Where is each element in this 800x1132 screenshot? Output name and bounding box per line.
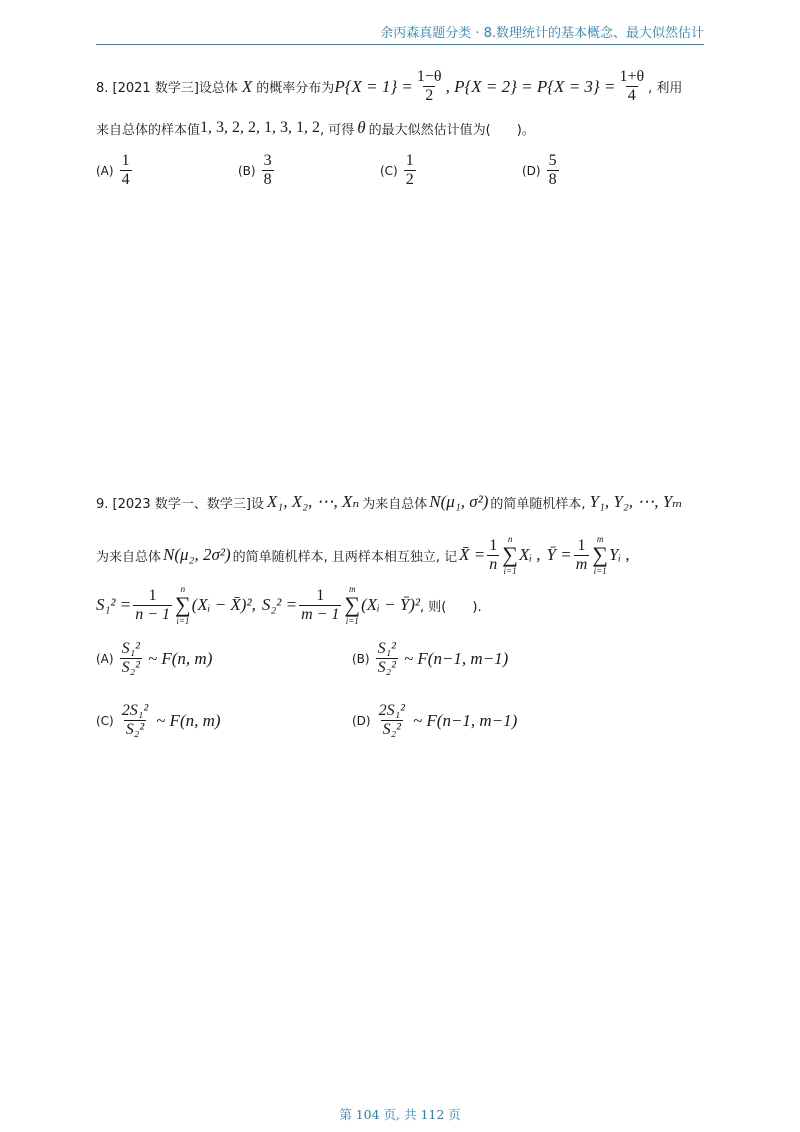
q8-var-x: X [241, 76, 253, 96]
q9-mid1: 为来自总体 [362, 496, 428, 512]
q9-s1-den: n − 1 [135, 605, 171, 623]
q8-option-d-den: 8 [548, 171, 557, 188]
q9-sum-x-top: n [507, 534, 513, 544]
q8-frac-1-den: 2 [425, 87, 434, 104]
q9-lead: 9. [2023 数学一、数学三]设 [96, 496, 264, 512]
q9-option-a[interactable] [96, 640, 212, 677]
q8-option-c-den: 2 [405, 171, 414, 188]
q8-p1: P{X = 1} = [334, 76, 413, 96]
q9-ybar-m: m [575, 555, 588, 573]
q9-option-a-rhs: ~ F(n, m) [147, 648, 213, 668]
q9-mid2: 的简单随机样本, [490, 496, 586, 512]
q9-sum-x [502, 534, 518, 576]
q9-sum-s2 [344, 584, 360, 626]
sigma-icon: ∑ [344, 592, 361, 617]
q8-option-a-num: 1 [121, 152, 130, 169]
q8-option-d-label: (D) [522, 163, 541, 178]
q9-sum-s1-top: n [180, 584, 186, 594]
q9-l2-a: 为来自总体 [96, 549, 162, 565]
q9-s2-tail: , 则( ). [420, 599, 482, 615]
q9-sum-x-bot: i=1 [503, 566, 517, 576]
q8-frac-1-num: 1−θ [416, 68, 442, 85]
q9-option-c-rhs: ~ F(n, m) [156, 710, 221, 730]
header-rule [96, 44, 704, 45]
sigma-icon: ∑ [502, 542, 518, 567]
q9-ybar: Ȳ = [546, 545, 572, 564]
q8-option-a[interactable] [96, 152, 134, 189]
q9-sum-s1 [175, 584, 191, 626]
q9-sum-y-bot: i=1 [593, 566, 607, 576]
q9-sum-y [592, 534, 608, 576]
q9-l2-b: 的简单随机样本, 且两样本相互独立, 记 [232, 549, 458, 565]
q8-frac-2-den: 4 [627, 87, 636, 104]
q8-option-d[interactable] [522, 152, 561, 189]
q9-dist-1: N(μ₁, σ²) [429, 492, 489, 511]
q9-y-sample: Y₁, Y₂, ⋯, Yₘ [589, 492, 683, 511]
q9-s2: S₂² = [261, 595, 298, 614]
q9-x-sample: X₁, X₂, ⋯, Xₙ [266, 492, 360, 511]
q8-option-c[interactable] [380, 152, 418, 189]
q8-frac-2 [617, 68, 646, 105]
q9-option-c-den: S₂² [125, 721, 145, 738]
sigma-icon: ∑ [592, 542, 608, 567]
q8-lead: 8. [2021 数学三]设总体 [96, 81, 238, 96]
q9-option-c-num: 2S₁² [121, 702, 149, 719]
q9-s1-one: 1 [148, 586, 157, 604]
page-header: 余丙森真题分类 · 8.数理统计的基本概念、最大似然估计 [380, 26, 704, 41]
q9-option-a-label: (A) [96, 651, 114, 666]
q8-option-a-label: (A) [96, 163, 114, 178]
q9-line-3 [96, 584, 482, 626]
q8-option-b-label: (B) [238, 163, 256, 178]
q9-option-a-den: S₂² [121, 659, 140, 676]
q9-option-b[interactable] [352, 640, 508, 677]
q8-line2-b: , 可得 [320, 122, 355, 138]
q8-line-1 [96, 68, 682, 105]
q8-frac-1 [415, 68, 444, 105]
q9-option-b-label: (B) [352, 651, 370, 666]
page-footer: 第 104 页, 共 112 页 [339, 1107, 461, 1122]
q9-xbar: X̄ = [459, 545, 486, 564]
q9-dist-2: N(μ₂, 2σ²) [163, 545, 231, 564]
q8-line2-a: 来自总体的样本值 [96, 122, 201, 138]
q8-line2-c: 的最大似然估计值为( )。 [368, 122, 535, 138]
q9-s1: S₁² = [96, 595, 132, 614]
q9-sum-s2-bot: i=1 [345, 616, 359, 626]
q8-option-b-num: 3 [263, 152, 272, 169]
q8-theta: θ [357, 118, 366, 137]
q8-option-b-den: 8 [263, 171, 272, 188]
q9-sum-s2-top: m [349, 584, 356, 594]
q9-s2-den: m − 1 [301, 605, 340, 623]
q9-line-2 [96, 534, 630, 576]
q8-mid: 的概率分布为 [256, 81, 335, 96]
q9-sum-s1-bot: i=1 [176, 616, 190, 626]
q9-xbar-n: n [489, 555, 498, 573]
q9-yi: Yᵢ , [608, 545, 630, 564]
q9-option-d-den: S₂² [382, 721, 401, 738]
q8-option-d-num: 5 [548, 152, 557, 169]
q9-s2-one: 1 [316, 586, 325, 604]
q9-line-1 [96, 492, 683, 512]
q8-line-2 [96, 118, 535, 138]
q8-option-c-label: (C) [380, 163, 398, 178]
q9-s2-term: (Xᵢ − Ȳ)² [361, 595, 421, 614]
q9-s1-term: (Xᵢ − X̄)², [191, 595, 256, 614]
q8-sample-values: 1, 3, 2, 2, 1, 3, 1, 2 [200, 119, 321, 136]
q9-ybar-one: 1 [577, 536, 586, 554]
q8-option-a-den: 4 [121, 171, 130, 188]
q8-p2: , P{X = 2} = P{X = 3} = [445, 76, 616, 96]
q9-option-d-label: (D) [352, 713, 371, 728]
q8-option-b[interactable] [238, 152, 276, 189]
q9-xbar-one: 1 [489, 536, 498, 554]
q9-option-b-den: S₂² [377, 659, 396, 676]
q8-frac-2-num: 1+θ [619, 68, 645, 85]
q8-tail: , 利用 [648, 81, 683, 96]
q9-xi: Xᵢ , [518, 545, 541, 564]
q9-option-c-label: (C) [96, 713, 114, 728]
q9-option-a-num: S₁² [121, 640, 140, 657]
q8-option-c-num: 1 [405, 152, 414, 169]
q9-option-c[interactable] [96, 702, 221, 739]
q9-option-b-rhs: ~ F(n−1, m−1) [403, 648, 509, 668]
q9-option-d-num: 2S₁² [378, 702, 405, 719]
q9-option-d[interactable] [352, 702, 517, 739]
sigma-icon: ∑ [175, 592, 191, 617]
q9-option-d-rhs: ~ F(n−1, m−1) [412, 710, 518, 730]
q9-option-b-num: S₁² [377, 640, 396, 657]
q9-sum-y-top: m [596, 534, 604, 544]
